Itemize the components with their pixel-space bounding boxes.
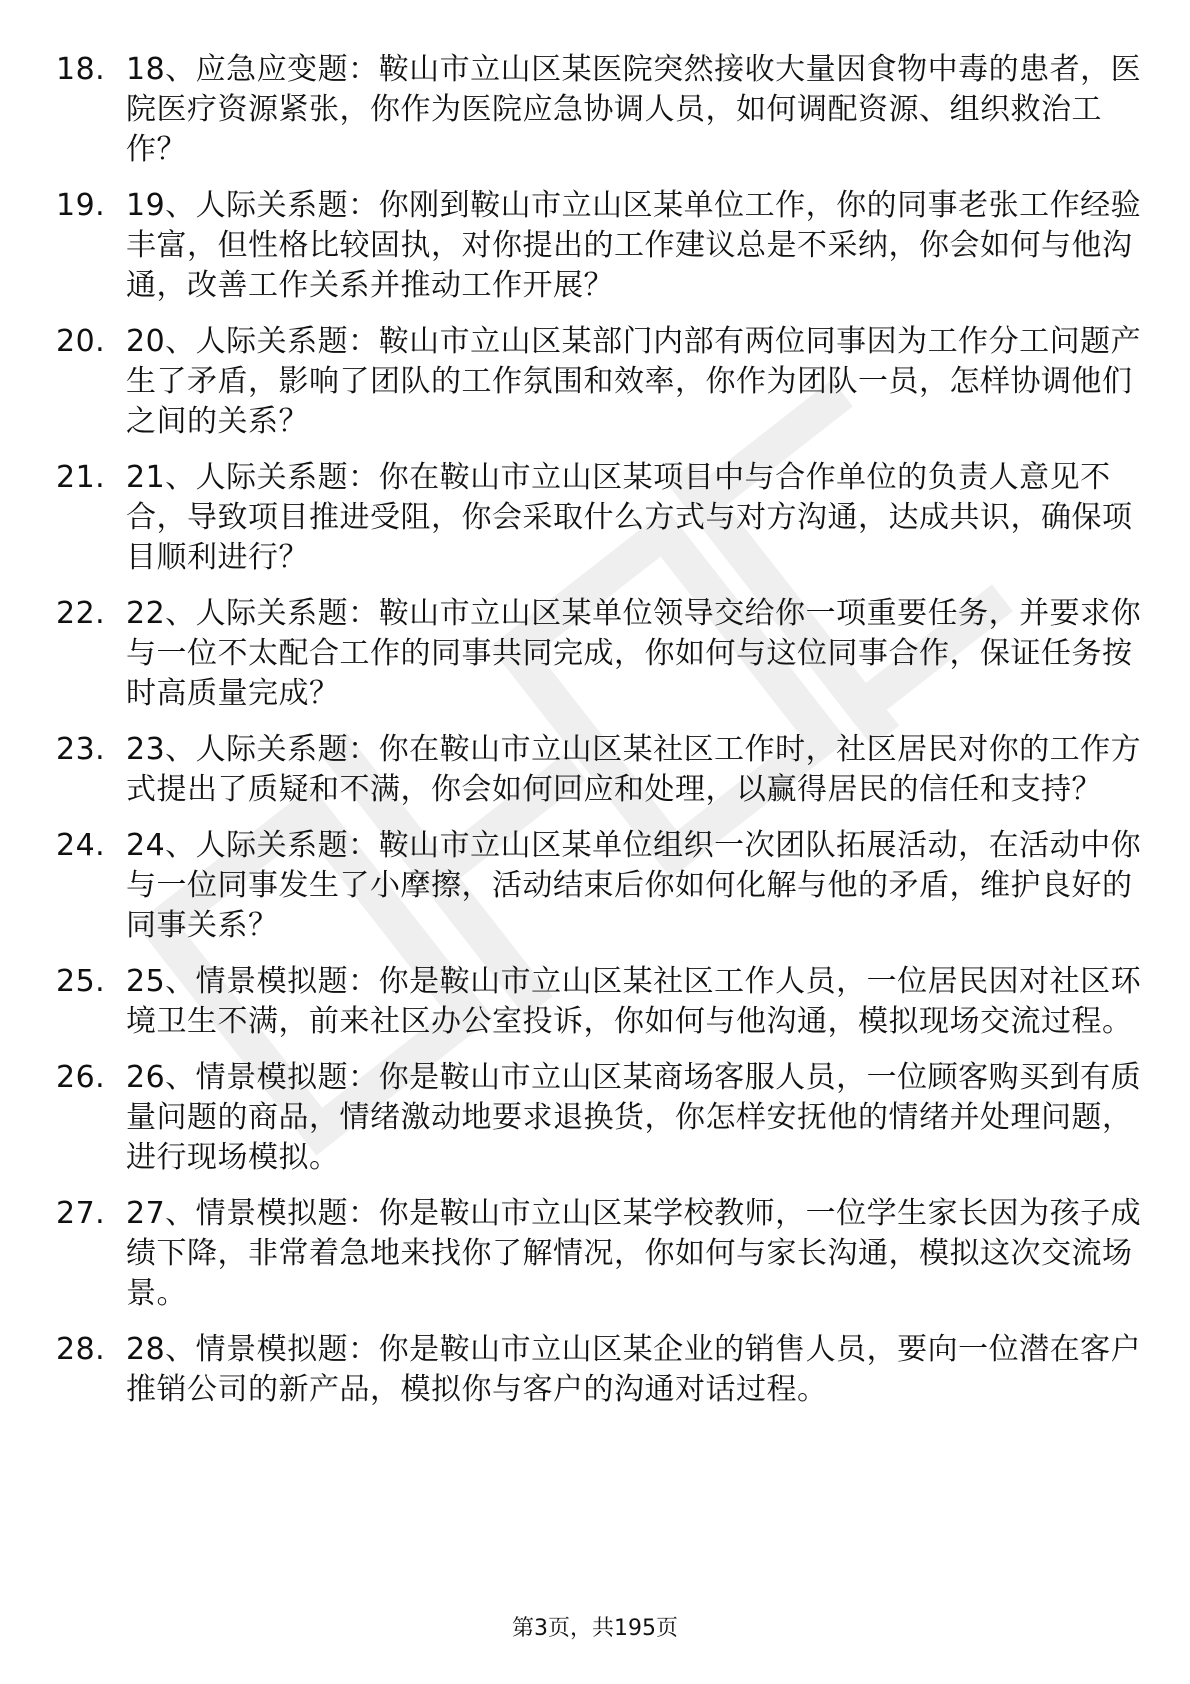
page-number-label: 第3页，共195页 [512,1616,678,1641]
question-number: 27. [56,1196,106,1231]
list-item [56,962,1146,1042]
question-text: 25、情景模拟题：你是鞍山市立山区某社区工作人员，一位居民因对社区环境卫生不满，前来社区办公室投诉，你如何与他沟通，模拟现场交流过程。 [126,964,1142,1039]
question-number: 21. [56,460,106,495]
list-item [56,730,1146,810]
question-number: 19. [56,188,106,223]
question-list [56,50,1146,1426]
list-item [56,50,1146,170]
question-text: 22、人际关系题：鞍山市立山区某单位领导交给你一项重要任务，并要求你与一位不太配合工作的同事共同完成，你如何与这位同事合作，保证任务按时高质量完成？ [126,596,1142,711]
list-item [56,594,1146,714]
list-item [56,1058,1146,1178]
page-footer [0,1614,1190,1644]
question-text: 19、人际关系题：你刚到鞍山市立山区某单位工作，你的同事老张工作经验丰富，但性格比较固执，对你提出的工作建议总是不采纳，你会如何与他沟通，改善工作关系并推动工作开展？ [126,188,1142,303]
list-item [56,1194,1146,1314]
question-number: 25. [56,964,106,999]
question-number: 24. [56,828,106,863]
list-item [56,826,1146,946]
list-item [56,186,1146,306]
question-text: 21、人际关系题：你在鞍山市立山区某项目中与合作单位的负责人意见不合，导致项目推进受阻，你会采取什么方式与对方沟通，达成共识，确保项目顺利进行？ [126,460,1133,575]
list-item [56,322,1146,442]
question-number: 18. [56,52,106,87]
question-text: 20、人际关系题：鞍山市立山区某部门内部有两位同事因为工作分工问题产生了矛盾，影响了团队的工作氛围和效率，你作为团队一员，怎样协调他们之间的关系？ [126,324,1142,439]
list-item [56,458,1146,578]
question-text: 23、人际关系题：你在鞍山市立山区某社区工作时，社区居民对你的工作方式提出了质疑和不满，你会如何回应和处理，以赢得居民的信任和支持？ [126,732,1142,807]
question-text: 26、情景模拟题：你是鞍山市立山区某商场客服人员，一位顾客购买到有质量问题的商品，情绪激动地要求退换货，你怎样安抚他的情绪并处理问题，进行现场模拟。 [126,1060,1142,1175]
question-number: 22. [56,596,106,631]
question-text: 24、人际关系题：鞍山市立山区某单位组织一次团队拓展活动，在活动中你与一位同事发生了小摩擦，活动结束后你如何化解与他的矛盾，维护良好的同事关系？ [126,828,1142,943]
question-number: 23. [56,732,106,767]
question-number: 26. [56,1060,106,1095]
question-number: 20. [56,324,106,359]
question-text: 27、情景模拟题：你是鞍山市立山区某学校教师，一位学生家长因为孩子成绩下降，非常着急地来找你了解情况，你如何与家长沟通，模拟这次交流场景。 [126,1196,1142,1311]
question-text: 28、情景模拟题：你是鞍山市立山区某企业的销售人员，要向一位潜在客户推销公司的新产品，模拟你与客户的沟通对话过程。 [126,1332,1142,1407]
list-item [56,1330,1146,1410]
question-text: 18、应急应变题：鞍山市立山区某医院突然接收大量因食物中毒的患者，医院医疗资源紧张，你作为医院应急协调人员，如何调配资源、组织救治工作？ [126,52,1142,167]
question-number: 28. [56,1332,106,1367]
